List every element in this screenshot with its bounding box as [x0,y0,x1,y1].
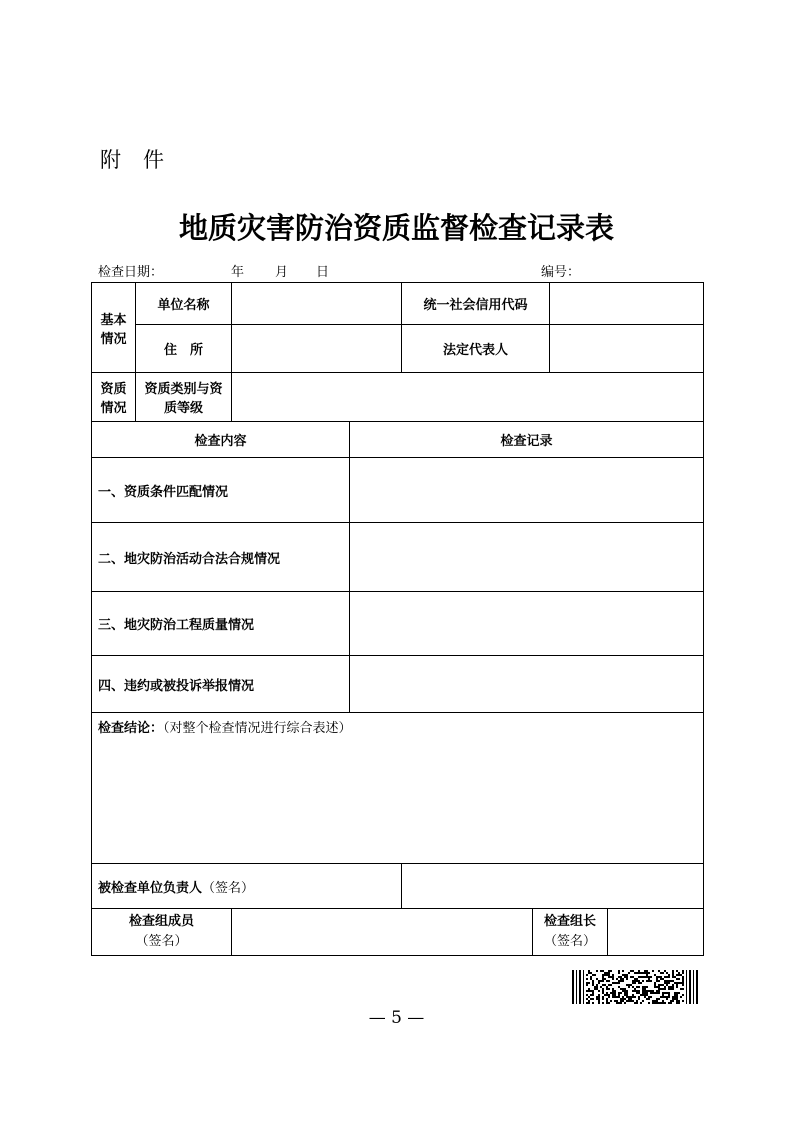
team-leader-label: 检查组长 （签名） [533,909,608,956]
legal-representative-label: 法定代表人 [402,325,550,373]
attachment-char-2: 件 [143,148,164,172]
conclusion-label: 检查结论： [98,721,164,736]
inspection-date-label: 检查日期： [98,265,164,280]
date-year-label: 年 [231,265,245,280]
conclusion-hint: （对整个检查情况进行综合表述） [163,721,352,736]
qualification-type-level-value[interactable] [232,373,704,422]
legal-representative-value[interactable] [550,325,704,373]
inspection-item-record[interactable] [350,656,704,713]
address-value[interactable] [232,325,402,373]
team-leader-signature-value[interactable] [608,909,704,956]
attachment-label [100,144,164,174]
barcode-icon [572,970,698,1004]
team-members-signature-value[interactable] [232,909,533,956]
date-day-label: 日 [316,265,330,280]
attachment-char-1: 附 [100,148,121,172]
basic-info-section-label: 基本情况 [92,283,136,373]
address-label: 住 所 [136,325,232,373]
inspection-item-record[interactable] [350,523,704,592]
inspection-item-label: 三、地灾防治工程质量情况 [92,592,350,656]
credit-code-value[interactable] [550,283,704,325]
date-month-label: 月 [275,265,289,280]
inspection-item-label: 二、地灾防治活动合法合规情况 [92,523,350,592]
inspected-unit-signature-label: 被检查单位负责人（签名） [92,864,402,909]
record-number-label: 编号： [541,265,581,280]
team-members-label: 检查组成员 （签名） [92,909,232,956]
inspected-unit-signature-value[interactable] [402,864,704,909]
inspection-item-record[interactable] [350,592,704,656]
qualification-type-level-label: 资质类别与资质等级 [136,373,232,422]
qualification-section-label: 资质情况 [92,373,136,422]
conclusion-cell[interactable] [92,713,704,864]
inspection-item-label: 四、违约或被投诉举报情况 [92,656,350,713]
inspection-record-header: 检查记录 [350,422,704,458]
page-title: 地质灾害防治资质监督检查记录表 [178,211,614,245]
unit-name-value[interactable] [232,283,402,325]
inspection-record-table [91,282,704,956]
inspection-item-record[interactable] [350,458,704,523]
page-number: — 5 — [368,1008,425,1028]
inspection-content-header: 检查内容 [92,422,350,458]
inspection-item-label: 一、资质条件匹配情况 [92,458,350,523]
credit-code-label: 统一社会信用代码 [402,283,550,325]
unit-name-label: 单位名称 [136,283,232,325]
